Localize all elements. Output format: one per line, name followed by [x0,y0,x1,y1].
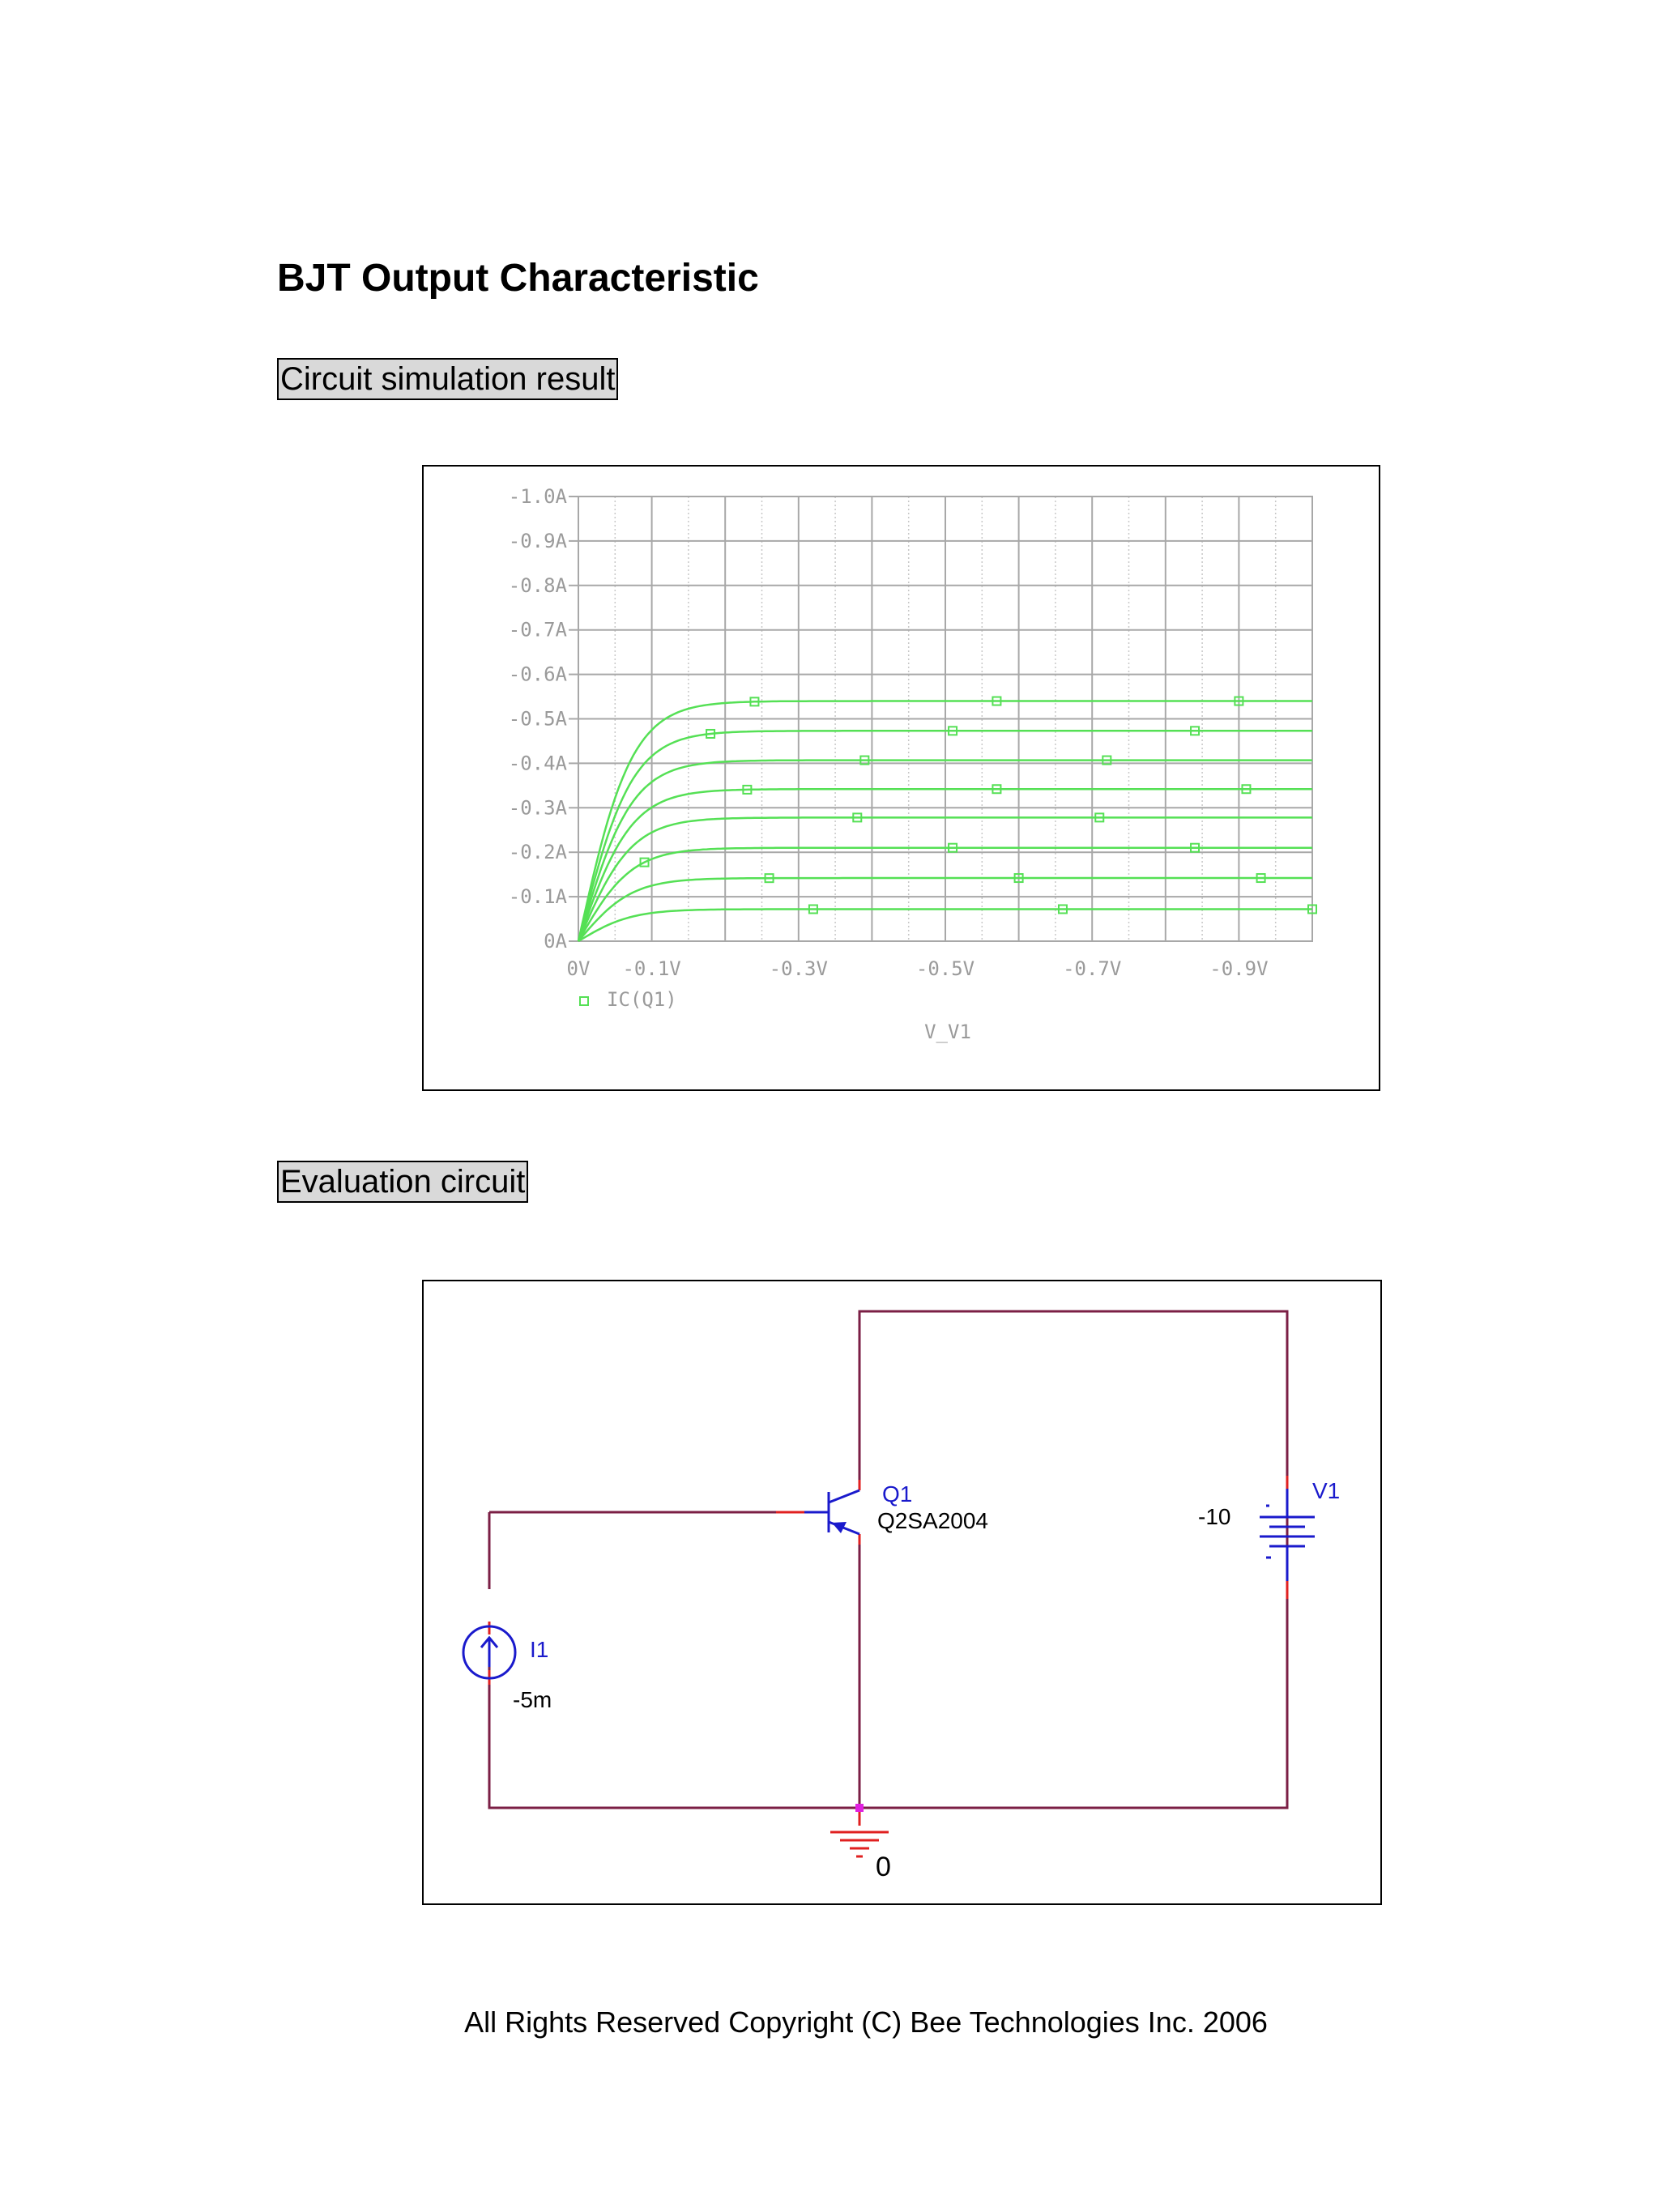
transistor-q1 [804,1490,859,1534]
voltage-source-value: -10 [1198,1504,1231,1529]
circuit-schematic [424,1281,1380,1903]
y-tick-label: -0.1A [508,885,567,909]
wire-bottom [489,1549,1287,1808]
chart-grid [578,497,1312,941]
legend-label: IC(Q1) [607,988,677,1011]
y-tick-label: -0.6A [508,663,567,686]
y-tick-label: 0A [544,930,567,953]
y-tick-label: -1.0A [508,485,567,508]
y-tick-label: -0.9A [508,529,567,552]
y-tick-label: -0.8A [508,573,567,597]
simulation-section-label: Circuit simulation result [277,358,618,400]
x-tick-label: -0.3V [769,957,828,980]
ground-junction [855,1804,864,1812]
circuit-wires [489,1311,1287,1808]
copyright-footer: All Rights Reserved Copyright (C) Bee Technologies Inc. 2006 [464,2005,1268,2039]
current-source-value: -5m [513,1687,552,1712]
chart-y-axis [509,485,578,953]
voltage-source-ref: V1 [1312,1478,1341,1503]
y-tick-label: -0.7A [508,618,567,641]
x-tick-label: 0V [566,957,591,980]
transistor-model: Q2SA2004 [877,1508,988,1533]
transistor-ref: Q1 [882,1481,913,1507]
y-tick-label: -0.2A [508,841,567,864]
y-tick-label: -0.5A [508,707,567,731]
chart-legend [580,988,677,1011]
page-title: BJT Output Characteristic [277,257,759,300]
legend-marker [580,997,588,1005]
chart-x-axis [567,957,1269,980]
y-tick-label: -0.4A [508,752,567,775]
simulation-chart [422,465,1380,1091]
evaluation-circuit [422,1280,1382,1905]
x-tick-label: -0.5V [915,957,975,980]
chart-series-group [578,697,1316,941]
chart-plot [424,467,1379,1089]
wire-collector [859,1311,1287,1581]
x-tick-label: -0.1V [622,957,681,980]
y-tick-label: -0.3A [508,796,567,820]
x-axis-label: V_V1 [924,1021,971,1043]
ground-label: 0 [876,1852,891,1882]
x-tick-label: -0.7V [1063,957,1122,980]
x-tick-label: -0.9V [1209,957,1269,980]
current-source-ref: I1 [530,1637,549,1662]
evaluation-section-label: Evaluation circuit [277,1161,528,1203]
